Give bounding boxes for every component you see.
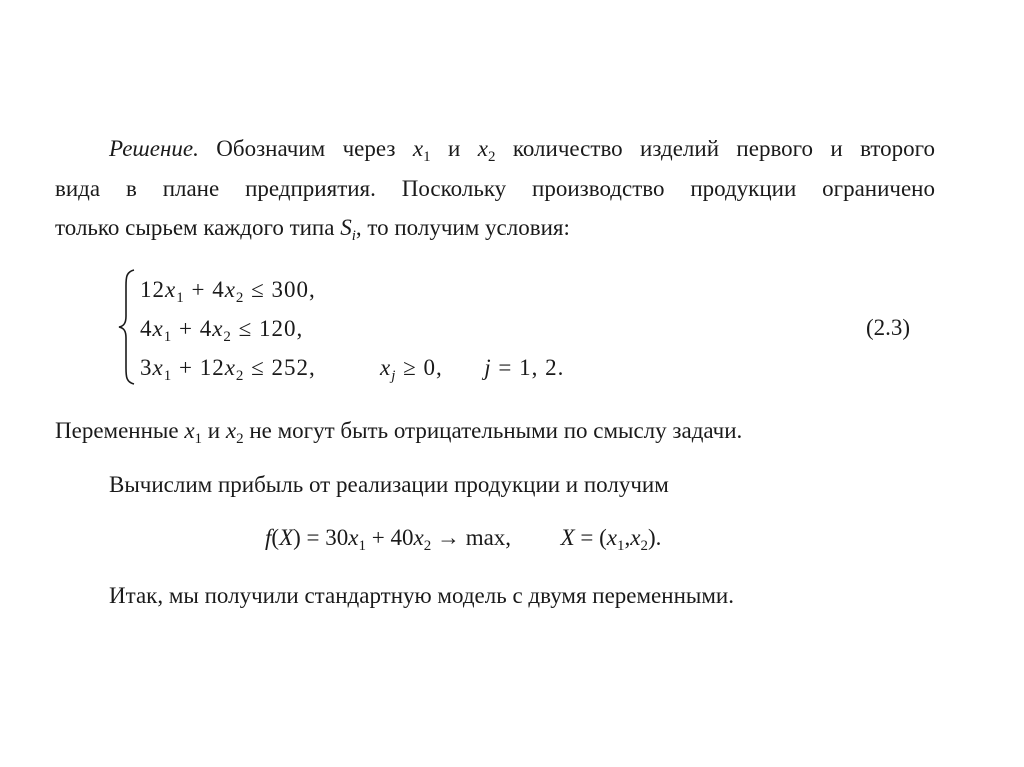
solution-line-1: Решение. Обозначим через $x_1$ и $x_2$ количество изделий первого и второго [109, 136, 936, 165]
system-brace [116, 268, 138, 386]
solution-line-3: только сырьем каждого типа $S_i$, то получим условия: [55, 215, 570, 244]
profit-intro: Вычислим прибыль от реализации продукции и получим [109, 472, 669, 497]
constraint-1: $12x_1 + 4x_2 \le 300$, [140, 277, 316, 306]
equation-number: (2.3) [866, 315, 911, 340]
variables-note: Переменные $x_1$ и $x_2$ не могут быть отрицательными по смыслу задачи. [55, 418, 743, 447]
solution-line-2: вида в плане предприятия. Поскольку производство продукции ограничено [55, 176, 935, 201]
objective-function: $f(X) = 30x_1 + 40x_2 \to \max$, $X = (x_1,x_2)$. [265, 525, 662, 554]
constraint-3: $3x_1 + 12x_2 \le 252$, [140, 355, 316, 384]
nonnegativity-condition: $x_j \ge 0$, j = 1, 2. [380, 355, 565, 384]
constraint-2: $4x_1 + 4x_2 \le 120$, [140, 316, 304, 345]
conclusion: Итак, мы получили стандартную модель с двумя переменными. [109, 583, 734, 608]
solution-label: Решение. [109, 136, 199, 161]
